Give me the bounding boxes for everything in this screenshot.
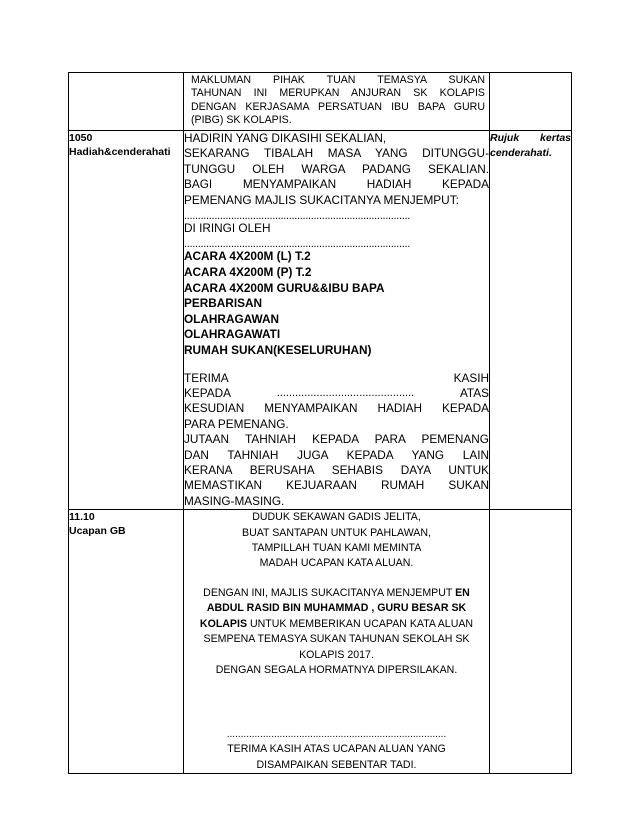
diiringi-label: DI IRINGI OLEH — [184, 221, 271, 236]
time-label: 11.10 — [69, 511, 95, 524]
table-row — [69, 131, 572, 510]
table-row — [69, 510, 572, 774]
blank-line: .................................................................................. — [184, 211, 411, 222]
blank-line: ............................................................................... — [226, 730, 447, 741]
event-item: ACARA 4X200M (L) T.2 — [184, 249, 311, 264]
note-cell — [490, 510, 572, 774]
event-item: OLAHRAGAWAN — [184, 311, 280, 326]
time-cell — [69, 510, 184, 774]
time-cell — [69, 131, 184, 510]
intro-line: BAGI MENYAMPAIKAN HADIAH KEPADA — [184, 177, 489, 192]
event-item: ACARA 4X200M GURU&&IBU BAPA — [184, 280, 385, 295]
note-cell — [490, 73, 572, 131]
closing-line: JUTAAN TAHNIAH KEPADA PARA PEMENANG — [184, 432, 489, 447]
thanks-line — [184, 371, 489, 386]
invitation-text: DENGAN SEGALA HORMATNYA DIPERSILAKAN. — [215, 663, 458, 676]
intro-line: HADIRIN YANG DIKASIHI SEKALIAN, — [184, 131, 387, 145]
time-label: 1050 — [69, 132, 93, 144]
note-cell — [490, 131, 572, 510]
table-row — [69, 73, 572, 131]
closing-line: DAN TAHNIAH JUGA KEPADA YANG LAIN — [184, 447, 489, 462]
invitation-text: UNTUK MEMBERIKAN UCAPAN KATA ALUAN SEMPENA TEMASYA SUKAN TAHUNAN SEKOLAH SK KOLAPIS 2017. — [203, 617, 474, 661]
time-cell — [69, 73, 184, 131]
event-item: OLAHRAGAWATI — [184, 327, 281, 342]
intro-line: PEMENANG MAJLIS SUKACITANYA MENJEMPUT: — [184, 192, 459, 207]
program-table — [68, 72, 572, 774]
thanks-word: KEPADA — [184, 386, 231, 400]
poem-line: DUDUK SEKAWAN GADIS JELITA, — [252, 511, 421, 524]
closing-line: KERANA BERUSAHA SEHABIS DAYA UNTUK — [184, 463, 489, 478]
thanks-word: ATAS — [459, 386, 489, 400]
poem-line: BUAT SANTAPAN UNTUK PAHLAWAN, — [242, 526, 431, 539]
activity-label: Ucapan GB — [69, 525, 126, 538]
note-text: Rujuk kertas cenderahati. — [490, 132, 571, 159]
blank-line: ............................................. — [276, 387, 415, 399]
intro-line: TUNGGU OLEH WARGA PADANG SEKALIAN. — [184, 161, 489, 176]
announcement-line: DENGAN KERJASAMA PERSATUAN IBU BAPA GURU — [191, 100, 485, 113]
closing-line: MASING-MASING. — [184, 493, 285, 508]
thanks-line — [184, 386, 489, 401]
closing-line: PARA PEMENANG. — [184, 416, 289, 431]
intro-line: SEKARANG TIBALAH MASA YANG DITUNGGU- — [184, 146, 489, 161]
thanks-paragraph: TERIMA KASIH ATAS UCAPAN ALUAN YANG DISAMPAIKAN SEBENTAR TADI. — [227, 743, 446, 771]
closing-line: KESUDIAN MENYAMPAIKAN HADIAH KEPADA — [184, 401, 489, 416]
thanks-word: TERIMA — [184, 370, 229, 385]
thanks-word: KASIH — [453, 370, 489, 385]
content-cell — [184, 510, 490, 774]
announcement-line: (PIBG) SK KOLAPIS. — [191, 114, 292, 127]
event-item: RUMAH SUKAN(KESELURUHAN) — [184, 343, 372, 357]
invitation-paragraph — [184, 586, 489, 678]
activity-label: Hadiah&cenderahati — [69, 146, 171, 158]
poem-line: MADAH UCAPAN KATA ALUAN. — [259, 557, 414, 570]
guest-name: EN ABDUL RASID BIN MUHAMMAD , GURU BESAR SK KOLAPIS — [199, 586, 470, 630]
poem-line: TAMPILLAH TUAN KAMI MEMINTA — [251, 542, 422, 555]
blank-line: .................................................................................. — [184, 239, 411, 250]
announcement-line: MAKLUMAN PIHAK TUAN TEMASYA SUKAN — [191, 74, 485, 86]
content-cell — [184, 131, 490, 510]
event-item: ACARA 4X200M (P) T.2 — [184, 265, 312, 280]
event-item: PERBARISAN — [184, 296, 262, 311]
closing-line: MEMASTIKAN KEJUARAAN RUMAH SUKAN — [184, 478, 489, 493]
announcement-line: TAHUNAN INI MERUPKAN ANJURAN SK KOLAPIS — [191, 87, 485, 100]
invitation-text: DENGAN INI, MAJLIS SUKACITANYA MENJEMPUT — [203, 586, 456, 599]
content-cell — [184, 73, 490, 131]
